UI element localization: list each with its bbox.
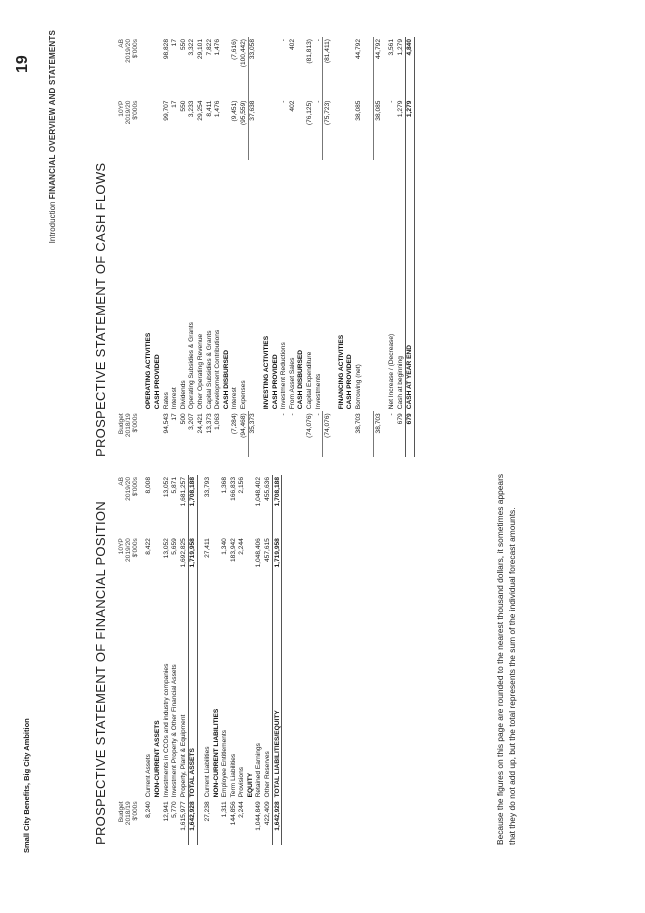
- value-10yp: 183,942: [229, 538, 237, 563]
- row-label: [373, 160, 382, 411]
- total-row: [405, 37, 415, 457]
- table-row: [203, 475, 212, 845]
- row-label: Property, Plant & Equipment: [179, 714, 187, 798]
- row-label: Provisions: [238, 766, 246, 798]
- section-heading: CASH PROVIDED: [271, 354, 279, 410]
- table-row: [179, 37, 188, 457]
- value-budget: 1,642,928: [272, 799, 282, 845]
- value-budget: 94,543: [162, 413, 170, 434]
- value-budget: 13,373: [205, 413, 213, 434]
- col-head-ab: $'000s: [132, 477, 140, 497]
- table-row: [288, 37, 297, 457]
- row-label: From Asset Sales: [288, 357, 296, 410]
- section-heading-row: [153, 475, 162, 845]
- section-heading: CASH DISBURSED: [297, 349, 305, 410]
- row-label: Other Reserves: [264, 751, 272, 798]
- value-10yp: 457,615: [264, 538, 272, 563]
- row-label: Rates: [162, 392, 170, 410]
- value-ab: 455,636: [264, 477, 272, 501]
- value-budget: -: [288, 413, 296, 416]
- value-ab: 1,279: [396, 39, 404, 56]
- col-head-label: [125, 160, 132, 411]
- cash-flows-section: [93, 37, 415, 457]
- table-row: [279, 37, 288, 457]
- column-header-row: [132, 475, 139, 845]
- row-label: TOTAL LIABILITIES/EQUITY: [272, 597, 282, 799]
- section-heading-row: [337, 37, 346, 457]
- table-row: [323, 37, 332, 457]
- section-heading-row: [212, 475, 221, 845]
- value-10yp: 29,254: [196, 100, 204, 121]
- value-10yp: (95,559): [239, 100, 247, 126]
- value-10yp: 1,719,958: [188, 536, 198, 597]
- row-label: Capital Expenditure: [306, 351, 314, 410]
- value-ab: 8,008: [145, 477, 153, 494]
- table-row: [238, 475, 247, 845]
- section-heading-row: [297, 37, 306, 457]
- section-heading: CASH PROVIDED: [153, 354, 161, 410]
- value-10yp: -: [388, 100, 396, 103]
- column-header-row: [132, 37, 139, 457]
- value-budget: -: [388, 413, 396, 416]
- row-label: [323, 160, 332, 411]
- column-header-row: [125, 37, 132, 457]
- section-heading-row: [262, 37, 271, 457]
- table-row: [179, 475, 188, 845]
- col-head-label: [125, 597, 132, 799]
- value-budget: 144,856: [229, 801, 237, 826]
- value-ab: 33,793: [203, 477, 211, 498]
- total-row: [272, 475, 282, 845]
- row-label: Expenses: [240, 380, 248, 410]
- value-budget: 24,421: [196, 413, 204, 434]
- col-head-10yp: 2019/20: [125, 100, 133, 125]
- value-ab: 13,052: [162, 477, 170, 498]
- col-head-ab: $'000s: [132, 39, 140, 59]
- value-ab: 402: [288, 39, 296, 51]
- col-head-budget: 2018/19: [125, 801, 133, 826]
- col-head-label: [118, 160, 125, 411]
- running-header: [48, 30, 57, 483]
- value-budget: 17: [171, 413, 179, 421]
- financial-position-table: [118, 475, 282, 845]
- row-label: [248, 160, 257, 411]
- value-10yp: 1,048,406: [255, 538, 263, 568]
- table-row: [255, 475, 264, 845]
- header-section: Introduction: [48, 201, 57, 244]
- table-row: [220, 475, 229, 845]
- value-ab: 4,840: [405, 37, 415, 99]
- row-label: Investment Reductions: [280, 342, 288, 410]
- table-row: [188, 37, 197, 457]
- table-row: [387, 37, 396, 457]
- section-heading: FINANCING ACTIVITIES: [337, 334, 345, 410]
- row-label: TOTAL ASSETS: [188, 597, 198, 799]
- col-head-10yp: 2019/20: [125, 538, 133, 563]
- value-ab: 166,833: [229, 477, 237, 501]
- value-ab: 1,708,188: [188, 475, 198, 536]
- column-header-row: [118, 37, 125, 457]
- table-row: [396, 37, 405, 457]
- row-label: Current Liabilities: [203, 746, 211, 798]
- col-head-ab: AB: [118, 477, 126, 486]
- value-ab: 44,792: [373, 37, 382, 99]
- section-heading: NON-CURRENT ASSETS: [153, 720, 161, 798]
- row-label: Term Liabilities: [229, 753, 237, 798]
- section-heading: NON-CURRENT LIABILITIES: [212, 708, 220, 798]
- value-budget: 1,311: [221, 801, 229, 818]
- table-row: [162, 37, 171, 457]
- value-budget: -: [314, 413, 322, 416]
- value-ab: 1,708,188: [272, 475, 282, 536]
- row-label: Net Increase / (Decrease): [388, 333, 396, 410]
- value-10yp: 1,719,958: [272, 536, 282, 597]
- value-budget: 38,703: [373, 411, 382, 457]
- col-head-10yp: 10YP: [118, 100, 126, 117]
- table-row: [170, 475, 179, 845]
- table-row: [248, 37, 257, 457]
- row-label: Interest: [231, 387, 239, 410]
- col-head-budget: Budget: [118, 413, 126, 435]
- section-heading-row: [145, 37, 154, 457]
- col-head-label: [132, 597, 139, 799]
- value-10yp: -: [280, 100, 288, 103]
- value-ab: 29,101: [196, 39, 204, 60]
- value-10yp: 8,422: [145, 538, 153, 555]
- footer-text: Small City Benefits, Big City Ambition: [22, 718, 31, 853]
- value-10yp: 13,052: [162, 538, 170, 559]
- value-budget: 422,409: [264, 801, 272, 826]
- value-10yp: 37,638: [248, 99, 257, 160]
- value-10yp: 1,279: [405, 99, 415, 160]
- value-10yp: 402: [288, 100, 296, 112]
- col-head-label: [132, 160, 139, 411]
- value-budget: 1,615,977: [179, 801, 187, 831]
- value-10yp: 17: [171, 100, 179, 108]
- value-ab: 550: [179, 39, 187, 51]
- value-10yp: (76,125): [306, 100, 314, 126]
- section-heading: CASH PROVIDED: [346, 354, 354, 410]
- section-heading-row: [346, 37, 355, 457]
- table-row: [229, 475, 238, 845]
- value-10yp: 38,085: [373, 99, 382, 160]
- row-label: Development Contributions: [214, 329, 222, 410]
- value-ab: 3,561: [388, 39, 396, 56]
- cash-flows-table: [118, 37, 415, 457]
- value-ab: (7,616): [231, 39, 239, 60]
- financial-position-section: [93, 475, 282, 845]
- value-budget: 5,770: [171, 801, 179, 818]
- col-head-label: [118, 597, 125, 799]
- value-budget: 35,373: [248, 411, 257, 457]
- value-ab: (100,442): [239, 39, 247, 68]
- value-10yp: 3,233: [188, 100, 196, 118]
- value-budget: 8,240: [145, 801, 153, 818]
- col-head-budget: Budget: [118, 801, 126, 823]
- row-label: Cash at beginning: [396, 356, 404, 410]
- table-row: [145, 475, 154, 845]
- row-label: Dividends: [179, 380, 187, 410]
- value-ab: 2,156: [238, 477, 246, 494]
- value-budget: 38,703: [355, 413, 363, 434]
- value-ab: -: [314, 39, 322, 42]
- value-10yp: 1,340: [221, 538, 229, 555]
- table-row: [231, 37, 240, 457]
- row-label: Other Operating Revenue: [196, 333, 204, 410]
- col-head-budget: $'000s: [132, 413, 140, 433]
- column-header-row: [125, 475, 132, 845]
- value-10yp: 38,085: [355, 100, 363, 121]
- table-row: [213, 37, 222, 457]
- row-label: Operating Subsidies & Grants: [188, 322, 196, 410]
- value-10yp: 1,476: [214, 100, 222, 118]
- financial-position-title: PROSPECTIVE STATEMENT OF FINANCIAL POSITION: [93, 501, 108, 845]
- value-10yp: 27,411: [203, 538, 211, 558]
- value-ab: 1,048,402: [255, 477, 263, 507]
- table-row: [305, 37, 314, 457]
- value-10yp: 1,279: [396, 100, 404, 118]
- value-budget: 3,207: [188, 413, 196, 430]
- row-label: Employee Entitlements: [221, 729, 229, 798]
- value-budget: 12,941: [162, 801, 170, 822]
- value-budget: 1,044,849: [255, 801, 263, 831]
- value-10yp: 5,659: [171, 538, 179, 555]
- row-label: Investment Property & Other Financial Assets: [171, 664, 179, 798]
- table-row: [373, 37, 382, 457]
- rounding-note: Because the figures on this page are rounded to the nearest thousand dollars, it sometimes appears that they do not add up, but the total represents the sum of the individual forecast amounts.: [495, 473, 517, 845]
- value-ab: -: [280, 39, 288, 42]
- section-heading-row: [246, 475, 255, 845]
- value-budget: 27,238: [203, 801, 211, 822]
- value-ab: 44,792: [355, 39, 363, 60]
- row-label: Investments in CCOs and industry companies: [162, 663, 170, 798]
- section-heading-row: [271, 37, 280, 457]
- value-10yp: 2,244: [238, 538, 246, 555]
- value-budget: 679: [405, 411, 415, 457]
- row-label: CASH AT YEAR END: [405, 160, 415, 411]
- table-row: [354, 37, 363, 457]
- section-heading: EQUITY: [246, 772, 254, 798]
- value-10yp: (75,723): [323, 99, 332, 160]
- value-ab: 5,871: [171, 477, 179, 494]
- col-head-budget: 2018/19: [125, 413, 133, 438]
- header-title: FINANCIAL OVERVIEW AND STATEMENTS: [48, 30, 57, 200]
- value-budget: (74,076): [306, 413, 314, 438]
- value-ab: 17: [171, 39, 179, 47]
- section-heading: OPERATING ACTIVITIES: [145, 332, 153, 410]
- value-budget: 500: [179, 413, 187, 425]
- value-ab: 1,476: [214, 39, 222, 56]
- column-header-row: [118, 475, 125, 845]
- value-ab: (81,813): [306, 39, 314, 64]
- value-10yp: -: [314, 100, 322, 103]
- value-budget: -: [280, 413, 288, 416]
- row-label: Borrowing (net): [355, 364, 363, 410]
- value-10yp: 550: [179, 100, 187, 112]
- row-label: Interest: [171, 387, 179, 410]
- value-budget: (74,076): [323, 411, 332, 457]
- row-label: Capital Subsidies & Grants: [205, 330, 213, 410]
- row-label: Investments: [314, 373, 322, 410]
- page-number: 19: [14, 55, 31, 73]
- value-ab: 1,681,257: [179, 477, 187, 507]
- value-ab: (81,411): [323, 37, 332, 99]
- col-head-ab: 2019/20: [125, 477, 133, 501]
- col-head-10yp: $'000s: [132, 538, 140, 558]
- value-10yp: (9,451): [231, 100, 239, 122]
- value-ab: 98,828: [162, 39, 170, 60]
- col-head-budget: $'000s: [132, 801, 140, 821]
- col-head-ab: AB: [118, 39, 126, 48]
- value-ab: 3,322: [188, 39, 196, 56]
- table-row: [314, 37, 323, 457]
- table-row: [196, 37, 205, 457]
- row-label: Current Assets: [145, 754, 153, 798]
- table-row: [239, 37, 248, 457]
- value-budget: 2,244: [238, 801, 246, 818]
- value-10yp: 1,692,825: [179, 538, 187, 568]
- total-row: [188, 475, 198, 845]
- section-heading: INVESTING ACTIVITIES: [263, 335, 271, 410]
- value-budget: 1,642,928: [188, 799, 198, 845]
- col-head-ab: 2019/20: [125, 39, 133, 63]
- col-head-10yp: $'000s: [132, 100, 140, 120]
- value-ab: 33,058: [248, 37, 257, 99]
- section-heading: CASH DISBURSED: [222, 349, 230, 410]
- row-label: Retained Earnings: [255, 743, 263, 798]
- value-10yp: 8,411: [205, 100, 213, 117]
- table-row: [170, 37, 179, 457]
- section-heading-row: [222, 37, 231, 457]
- value-ab: 7,822: [205, 39, 213, 56]
- section-heading-row: [153, 37, 162, 457]
- cash-flows-title: PROSPECTIVE STATEMENT OF CASH FLOWS: [93, 162, 108, 457]
- table-row: [162, 475, 171, 845]
- value-budget: (7,284): [231, 413, 239, 435]
- value-ab: 1,368: [221, 477, 229, 494]
- value-budget: 1,063: [214, 413, 222, 430]
- value-10yp: 99,707: [162, 100, 170, 121]
- col-head-10yp: 10YP: [118, 538, 126, 555]
- table-row: [205, 37, 214, 457]
- table-row: [263, 475, 272, 845]
- value-budget: 679: [396, 413, 404, 425]
- value-budget: (94,468): [239, 413, 247, 438]
